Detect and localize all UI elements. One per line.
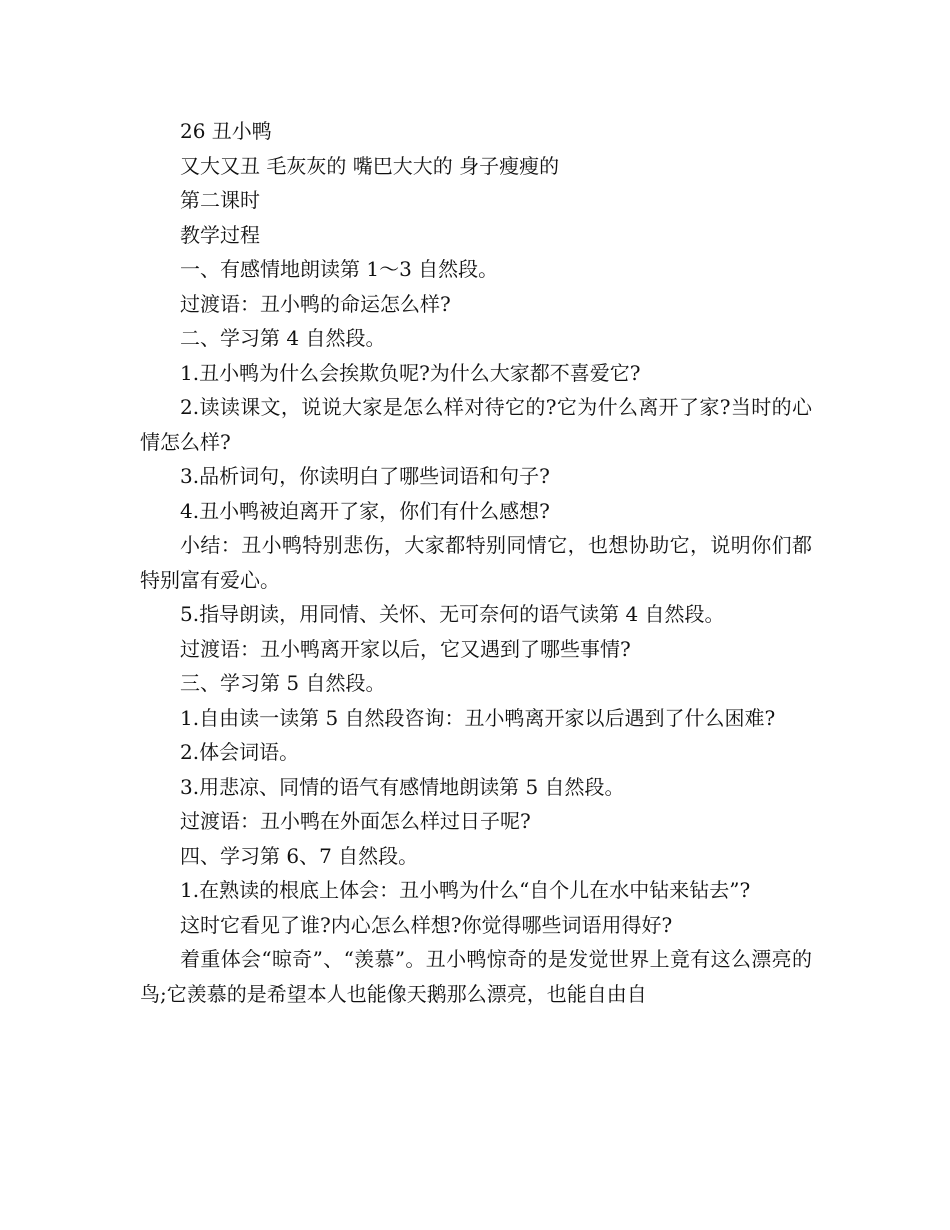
vocabulary-line: 又大又丑 毛灰灰的 嘴巴大大的 身子瘦瘦的 [180, 153, 560, 178]
body-paragraph: 这时它看见了谁?内心怎么样想?你觉得哪些词语用得好? [180, 912, 673, 937]
numbered-item: 3.用悲凉、同情的语气有感情地朗读第 5 自然段。 [180, 774, 625, 799]
section-heading: 第二课时 [180, 188, 260, 212]
transition-line: 过渡语：丑小鸭在外面怎么样过日子呢? [180, 809, 531, 833]
numbered-item: 1.在熟读的根底上体会：丑小鸭为什么“自个儿在水中钻来钻去”? [180, 878, 751, 902]
step-heading: 三、学习第 5 自然段。 [180, 671, 386, 695]
lesson-title: 26 丑小鸭 [180, 119, 272, 143]
body-paragraph: 着重体会“晾奇”、“羡慕”。丑小鸭惊奇的是发觉世界上竟有这么漂亮的鸟;它羡慕的是希望本人也能像天鹅那么漂亮，也能自由自 [140, 947, 812, 1006]
step-heading: 四、学习第 6、7 自然段。 [180, 843, 419, 868]
transition-line: 过渡语：丑小鸭的命运怎么样? [180, 291, 451, 316]
step-heading: 一、有感情地朗读第 1～3 自然段。 [180, 257, 499, 281]
numbered-item: 1.丑小鸭为什么会挨欺负呢?为什么大家都不喜爱它? [180, 360, 641, 385]
numbered-item: 4.丑小鸭被迫离开了家，你们有什么感想? [180, 498, 550, 523]
numbered-item: 5.指导朗读，用同情、关怀、无可奈何的语气读第 4 自然段。 [180, 602, 725, 626]
step-heading: 二、学习第 4 自然段。 [180, 326, 386, 350]
document-body [140, 114, 812, 1011]
summary-paragraph: 小结：丑小鸭特别悲伤，大家都特别同情它，也想协助它，说明你们都特别富有爱心。 [140, 533, 812, 592]
transition-line: 过渡语：丑小鸭离开家以后，它又遇到了哪些事情? [180, 636, 631, 661]
numbered-item: 2.体会词语。 [180, 740, 300, 764]
numbered-item: 3.品析词句，你读明白了哪些词语和句子? [180, 464, 550, 488]
numbered-item: 2.读读课文，说说大家是怎么样对待它的?它为什么离开了家?当时的心情怎么样? [140, 395, 812, 454]
numbered-item: 1.自由读一读第 5 自然段咨询：丑小鸭离开家以后遇到了什么困难? [180, 705, 776, 730]
section-heading: 教学过程 [180, 222, 260, 247]
